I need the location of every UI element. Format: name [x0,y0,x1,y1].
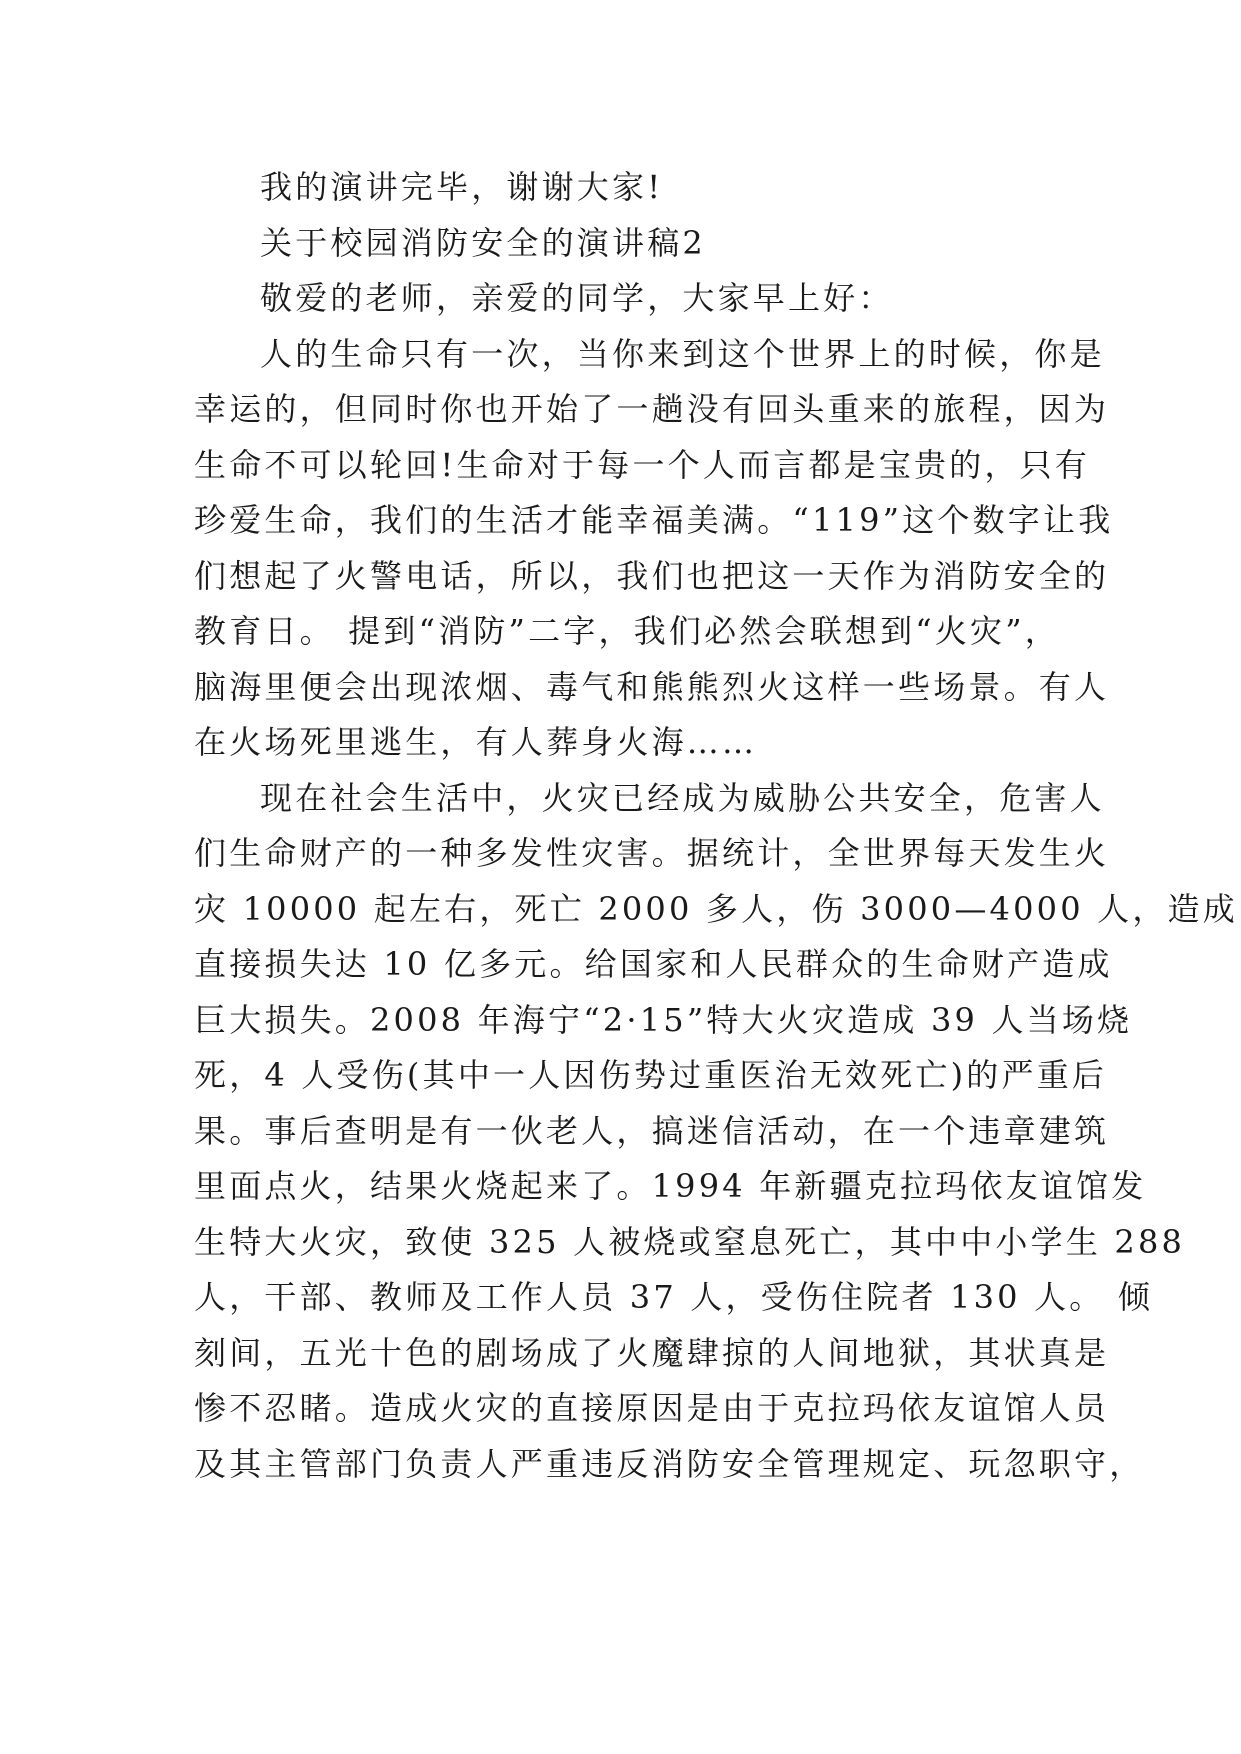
paragraph-2-line: 现在社会生活中，火灾已经成为威胁公共安全，危害人 [260,778,1105,817]
paragraph-2-line: 们生命财产的一种多发性灾害。据统计，全世界每天发生火 [194,834,1110,872]
paragraph-1-line: 幸运的，但同时你也开始了一趟没有回头重来的旅程，因为 [194,390,1110,428]
paragraph-2-line: 及其主管部门负责人严重违反消防安全管理规定、玩忽职守， [194,1444,1145,1483]
paragraph-2-line: 生特大火灾，致使 325 人被烧或窒息死亡，其中中小学生 288 [194,1222,1186,1261]
paragraph-1-line: 珍爱生命，我们的生活才能幸福美满。“119”这个数字让我 [194,501,1114,539]
paragraph-2-line: 惨不忍睹。造成火灾的直接原因是由于克拉玛依友谊馆人员 [194,1389,1110,1427]
paragraph-2-line: 里面点火，结果火烧起来了。1994 年新疆克拉玛依友谊馆发 [194,1167,1147,1205]
paragraph-2-line: 刻间，五光十色的剧场成了火魔肆掠的人间地狱，其状真是 [194,1333,1110,1372]
paragraph-2-line: 灾 10000 起左右，死亡 2000 多人，伤 3000—4000 人，造成 [194,889,1238,928]
paragraph-2-line: 死，4 人受伤(其中一人因伤势过重医治无效死亡)的严重后 [194,1056,1108,1094]
document-body [194,160,1238,1492]
paragraph-2-line: 直接损失达 10 亿多元。给国家和人民群众的生命财产造成 [194,945,1113,983]
speech-title: 关于校园消防安全的演讲稿2 [260,223,706,262]
paragraph-1-line: 在火场死里逃生，有人葬身火海…… [194,723,758,761]
paragraph-2-line: 巨大损失。2008 年海宁“2·15”特大火灾造成 39 人当场烧 [194,1000,1133,1039]
greeting-line: 敬爱的老师，亲爱的同学，大家早上好： [260,279,894,317]
paragraph-2 [194,771,1238,1493]
paragraph-1 [194,327,1114,771]
paragraph-1-line: 们想起了火警电话，所以，我们也把这一天作为消防安全的 [194,556,1110,595]
paragraph-2-line: 人，干部、教师及工作人员 37 人，受伤住院者 130 人。 倾 [194,1278,1154,1316]
paragraph-1-line: 人的生命只有一次，当你来到这个世界上的时候，你是 [260,334,1105,373]
paragraph-1-line: 教育日。 提到“消防”二字，我们必然会联想到“火灾”， [194,612,1061,650]
closing-line: 我的演讲完毕，谢谢大家! [260,168,664,206]
paragraph-1-line: 生命不可以轮回!生命对于每一个人而言都是宝贵的，只有 [194,445,1091,484]
paragraph-1-line: 脑海里便会出现浓烟、毒气和熊熊烈火这样一些场景。有人 [194,667,1110,706]
paragraph-2-line: 果。事后查明是有一伙老人，搞迷信活动，在一个违章建筑 [194,1111,1110,1150]
